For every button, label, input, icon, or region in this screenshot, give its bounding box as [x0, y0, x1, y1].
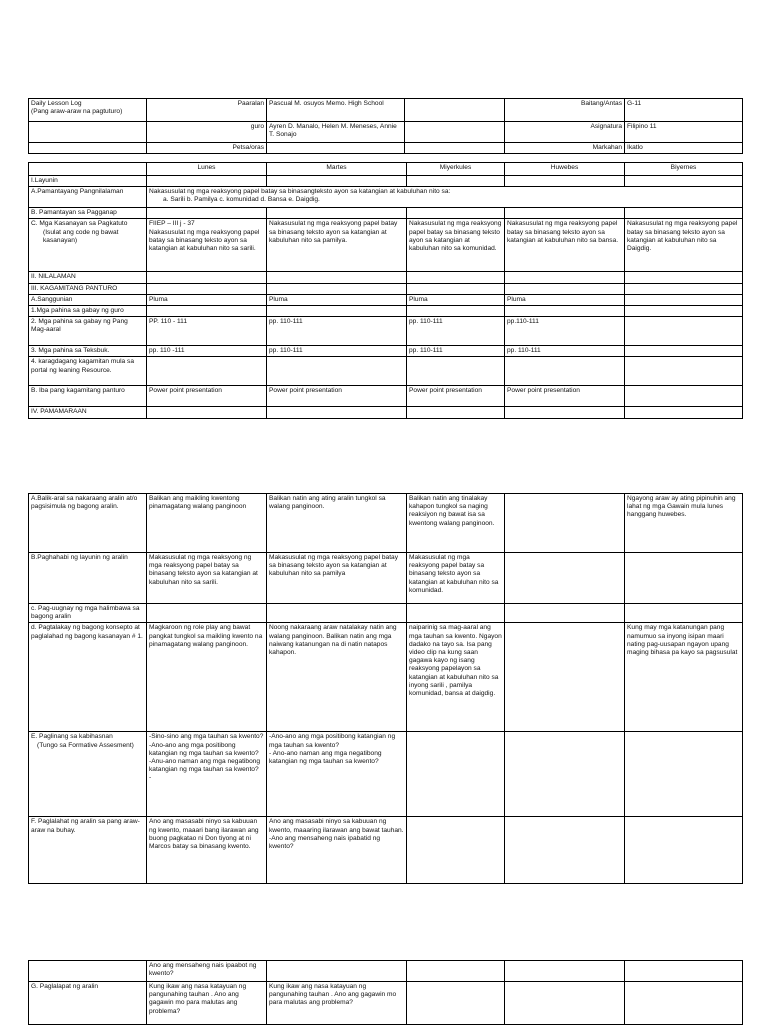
kasanayan-biyernes: Nakasusulat ng mga reaksyong papel batay sa binasang teksto ayon sa katangian at kabuluhan nito sa Daigdig. [625, 219, 743, 272]
sanggunian-martes: Pluma [267, 294, 407, 305]
paglalapat-huwebes [505, 982, 625, 1025]
main-table [28, 162, 743, 419]
balik-aral-biyernes: Ngayong araw ay ating pipinuhin ang lahat ng mga Gawain mula lunes hanggang huwebes. [625, 494, 743, 553]
paglinang-biyernes [625, 732, 743, 817]
kasanayan-lunes: FIIEP – III j - 37 Nakasusulat ng mga reaksyong papel batay sa binasang teksto ayon sa katangian at kabuluhan nito sa sarili. [147, 219, 267, 272]
paglalahat-huwebes [505, 817, 625, 884]
paghahabi-lunes: Makasusulat ng mga reaksyong ng mga reaksyong papel batay sa binasang teksto ayon sa katangian at kabuluhan nito sa sarili. [147, 553, 267, 604]
teksbuk-huwebes: pp. 110-111 [505, 346, 625, 357]
balik-aral-martes: Balikan natin ang ating aralin tungkol sa walang panginoon. [267, 494, 407, 553]
asignatura-label: Asignatura [505, 122, 625, 143]
kagamitan-mag-biyernes [625, 317, 743, 346]
pag-uugnay-label: c. Pag-uugnay ng mga halimbawa sa bagong aralin [29, 604, 147, 623]
paaralan-value: Pascual M. osuyos Memo. High School [267, 99, 405, 122]
teksbuk-label: 3. Mga pahina sa Teksbuk. [29, 346, 147, 357]
baitang-value: G-11 [625, 99, 743, 122]
pagtalakay-miyerkules: naiparinig sa mag-aaral ang mga tauhan sa kwento. Ngayon dadako na tayo sa. Isa pang video clip na kung saan gagawa kayo ng isang reaksyong papelayon sa katangian at kabuluhan nito sa inyong sarili , pamilya komunidad, bansa at daigdig. [407, 623, 505, 732]
paghahabi-martes: Makasusulat ng mga reaksyong papel batay sa binasang teksto ayon sa katangian at kabuluhan nito sa pamilya [267, 553, 407, 604]
paglalahat-biyernes [625, 817, 743, 884]
asignatura-value: Filipino 11 [625, 122, 743, 143]
spacer-cell [405, 143, 505, 154]
paglalahat-martes: Ano ang masasabi ninyo sa kabuuan ng kwento, maaaring ilarawan ang bawat tauhan. -Ano ang mensaheng nais ipabatid ng kwento? [267, 817, 407, 884]
kasanayan-martes: Nakasusulat ng mga reaksyong papel batay sa binasang teksto ayon sa katangian at kabuluhan nito sa pamilya. [267, 219, 407, 272]
paaralan-label: Paaralan [147, 99, 267, 122]
kagamitan-mag-label: 2. Mga pahina sa gabay ng Pang Mag-aaral [29, 317, 147, 346]
pagtalakay-huwebes [505, 623, 625, 732]
guro-value: Ayren D. Manalo, Helen M. Meneses, Annie T. Sonajo [267, 122, 405, 143]
day-header-martes: Martes [267, 163, 407, 176]
header-table [28, 98, 743, 154]
guro-label: guro [147, 122, 267, 143]
pamamaraan-label: IV. PAMAMARAAN [29, 407, 147, 418]
empty-cell [29, 143, 147, 154]
sanggunian-label: A.Sanggunian [29, 294, 147, 305]
iba-miyerkules: Power point presentation [407, 386, 505, 407]
paglinang-lunes: -Sino-sino ang mga tauhan sa kwento? -Ano-ano ang mga positibong katangian ng mga tauhan sa kwento? -Anu-ano naman ang mga negatibong katangian ng mga tauhan sa kwento? - [147, 732, 267, 817]
corner-cell [29, 163, 147, 176]
paglalahat-miyerkules [407, 817, 505, 884]
pagganap-label: B. Pamantayan sa Pagganap [29, 208, 147, 219]
kagamitan-label: III. KAGAMITANG PANTURO [29, 283, 147, 294]
kagamitan-mag-huwebes: pp.110-111 [505, 317, 625, 346]
paglalapat-label: G. Paglalapat ng aralin [29, 982, 147, 1025]
kagamitan-mag-miyerkules: pp. 110-111 [407, 317, 505, 346]
paglalapat-lunes: Kung ikaw ang nasa katayuan ng pangunahing tauhan . Ano ang gagawin mo para malutas ang problema? [147, 982, 267, 1025]
paglinang-martes: -Ano-ano ang mga positibong katangian ng mga tauhan sa kwento? - Ano-ano naman ang mga negatibong katangian ng mga tauhan sa kwento? [267, 732, 407, 817]
kasanayan-miyerkules: Nakasusulat ng mga reaksyong papel batay sa binasang teksto ayon sa katangian at kabuluhan nito sa komunidad. [407, 219, 505, 272]
spacer-cell [405, 99, 505, 122]
paglinang-huwebes [505, 732, 625, 817]
layunin-label: I.Layunin [29, 176, 147, 187]
iba-biyernes [625, 386, 743, 407]
paglalahat-lunes: Ano ang masasabi ninyo sa kabuuan ng kwento, maaari bang ilarawan ang buong pagkatao ni Don tiyong at ni Marcos batay sa binasang kwento. [147, 817, 267, 884]
kasanayan-label: C. Mga Kasanayan sa Pagkatuto (Isulat ang code ng bawat kasanayan) [29, 219, 147, 272]
pagtalakay-lunes: Magkaroon ng role play ang bawat pangkat tungkol sa maikling kwento na pinamagatang walang panginoon. [147, 623, 267, 732]
empty-cell [29, 122, 147, 143]
day-header-huwebes: Huwebes [505, 163, 625, 176]
balik-aral-huwebes [505, 494, 625, 553]
nilalaman-label: II. NILALAMAN [29, 272, 147, 283]
iba-huwebes: Power point presentation [505, 386, 625, 407]
portal-label: 4. karagdagang kagamitan mula sa portal ng leaning Resource. [29, 357, 147, 386]
day-header-biyernes: Biyernes [625, 163, 743, 176]
continuation-table [28, 960, 743, 1025]
balik-aral-lunes: Balikan ang maikling kwentong pinamagatang walang panginoon [147, 494, 267, 553]
continuation-lunes: Ano ang mensaheng nais ipaabot ng kwento? [147, 961, 267, 982]
petsa-label: Petsa/oras [147, 143, 267, 154]
paglalapat-biyernes [625, 982, 743, 1025]
sanggunian-huwebes: Pluma [505, 294, 625, 305]
pagtalakay-biyernes: Kung may mga katanungan pang namumuo sa inyong isipan maari nating pag-uusapan ngayon upang maging bihasa pa kayo sa pagsusulat [625, 623, 743, 732]
paghahabi-label: B.Paghahabi ng layunin ng aralin [29, 553, 147, 604]
teksbuk-martes: pp. 110-111 [267, 346, 407, 357]
sanggunian-lunes: Pluma [147, 294, 267, 305]
iba-label: B. Iba pang kagamitang panturo [29, 386, 147, 407]
markahan-label: Markahan [505, 143, 625, 154]
day-header-lunes: Lunes [147, 163, 267, 176]
pamantayang-label: A.Pamantayang Pangnilalaman [29, 187, 147, 208]
kasanayan-huwebes: Nakasusulat ng mga reaksyong papel batay sa binasang teksto ayon sa katangian at kabuluhan nito sa bansa. [505, 219, 625, 272]
dll-title: Daily Lesson Log (Pang araw-araw na pagtuturo) [29, 99, 147, 122]
baitang-label: Baitang/Antas [505, 99, 625, 122]
paghahabi-miyerkules: Makasusulat ng mga reaksyong papel batay sa binasang teksto ayon sa katangian at kabuluhan nito sa komunidad. [407, 553, 505, 604]
spacer-cell [405, 122, 505, 143]
kagamitan-mag-martes: pp. 110-111 [267, 317, 407, 346]
sanggunian-miyerkules: Pluma [407, 294, 505, 305]
paglalahat-label: F. Paglalahat ng aralin sa pang araw-araw na buhay. [29, 817, 147, 884]
iba-martes: Power point presentation [267, 386, 407, 407]
teksbuk-biyernes [625, 346, 743, 357]
gabay-label: 1.Mga pahina sa gabay ng guro [29, 306, 147, 317]
markahan-value: Ikatlo [625, 143, 743, 154]
paglinang-label: E. Paglinang sa kabihasnan (Tungo sa Formative Assesment) [29, 732, 147, 817]
day-header-miyerkules: Miyerkules [407, 163, 505, 176]
teksbuk-lunes: pp. 110 -111 [147, 346, 267, 357]
paghahabi-biyernes [625, 553, 743, 604]
sanggunian-biyernes [625, 294, 743, 305]
paglalapat-martes: Kung ikaw ang nasa katayuan ng pangunahing tauhan . Ano ang gagawin mo para malutas ang problema? [267, 982, 407, 1025]
pagtalakay-label: d. Pagtalakay ng bagong konsepto at paglalahad ng bagong kasanayan # 1. [29, 623, 147, 732]
kagamitan-mag-lunes: PP. 110 - 111 [147, 317, 267, 346]
balik-aral-miyerkules: Balikan natin ang tinalakay kahapon tungkol sa naging reaksiyon ng bawat isa sa kwentong walang panginoon. [407, 494, 505, 553]
pamantayang-content: Nakasusulat ng mga reaksyong papel batay sa binasangteksto ayon sa katangian at kabuluhan nito sa: a. Sarili b. Pamilya c. komunidad d. Bansa e. Daigdig. [147, 187, 743, 208]
paglalapat-miyerkules [407, 982, 505, 1025]
pagtalakay-martes: Noong nakaraang araw natalakay natin ang walang panginoon. Balikan natin ang mga naiwang katanungan na di natin natapos kahapon. [267, 623, 407, 732]
balik-aral-label: A.Balik-aral sa nakaraang aralin at/o pagsisimula ng bagong aralin. [29, 494, 147, 553]
petsa-value [267, 143, 405, 154]
paghahabi-huwebes [505, 553, 625, 604]
paglinang-miyerkules [407, 732, 505, 817]
teksbuk-miyerkules: pp. 110-111 [407, 346, 505, 357]
iba-lunes: Power point presentation [147, 386, 267, 407]
procedure-table [28, 493, 743, 884]
